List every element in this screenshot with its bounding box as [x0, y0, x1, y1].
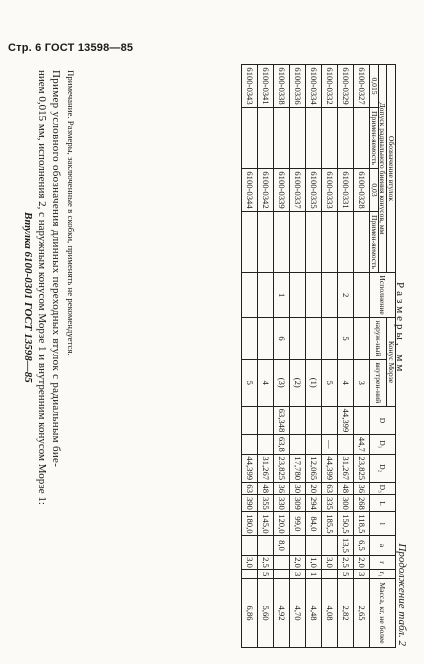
- cell-L: 330: [274, 495, 290, 512]
- col-r1-header: r₁: [370, 570, 396, 579]
- tolerance-header: Допуск радиального биения конусов, мм: [378, 65, 387, 273]
- designation-header: Обозначение втулок: [387, 65, 396, 273]
- cell-c015: 6100-0336: [290, 65, 306, 108]
- cell-a: 13,5: [338, 536, 354, 555]
- cell-isp: [354, 272, 370, 317]
- cell-D3: 48: [258, 483, 274, 495]
- cell-c015: 6100-0327: [354, 65, 370, 108]
- cell-a: [322, 536, 338, 555]
- table-row: [354, 65, 370, 648]
- dimensions-table: [241, 64, 396, 648]
- cell-r: 2,5: [338, 555, 354, 570]
- cell-nar: [354, 318, 370, 360]
- konus-morze-header: Конус Морзе: [387, 318, 396, 406]
- cell-l: 185,5: [322, 512, 338, 536]
- cell-D1: [306, 435, 322, 454]
- cell-r1: [242, 570, 258, 579]
- cell-r1: 5: [258, 570, 274, 579]
- cell-a: [290, 536, 306, 555]
- table-body: [242, 65, 370, 648]
- cell-c003: 6100-0333: [322, 168, 338, 211]
- cell-nar: [258, 318, 274, 360]
- cell-D2: 31,267: [258, 454, 274, 483]
- cell-r: 2,5: [258, 555, 274, 570]
- cell-p1: [306, 108, 322, 169]
- cell-a: [242, 536, 258, 555]
- cell-L: 294: [306, 495, 322, 512]
- cell-l: 145,0: [258, 512, 274, 536]
- cell-c015: 6100-0329: [338, 65, 354, 108]
- cell-r: 2,0: [354, 555, 370, 570]
- cell-D2: 44,399: [322, 454, 338, 483]
- col-l-header: l: [370, 512, 396, 536]
- cell-L: 335: [322, 495, 338, 512]
- cell-D2: 23,825: [354, 454, 370, 483]
- cell-mass: 4,92: [274, 579, 290, 648]
- primen-header-1: Примен-яемость: [370, 108, 379, 169]
- cell-p2: [354, 212, 370, 273]
- cell-isp: 1: [274, 272, 290, 317]
- cell-vn: 4: [338, 359, 354, 406]
- cell-r1: [322, 570, 338, 579]
- col-D-header: D: [370, 406, 396, 435]
- cell-D: [322, 406, 338, 435]
- cell-l: 84,0: [306, 512, 322, 536]
- cell-r: [274, 555, 290, 570]
- cell-p2: [242, 212, 258, 273]
- cell-isp: [322, 272, 338, 317]
- cell-a: 8,0: [274, 536, 290, 555]
- cell-p2: [274, 212, 290, 273]
- cell-r: 1,0: [306, 555, 322, 570]
- cell-D: 63,348: [274, 406, 290, 435]
- cell-nar: [290, 318, 306, 360]
- cell-D: 44,399: [338, 406, 354, 435]
- cell-c003: 6100-0342: [258, 168, 274, 211]
- cell-vn: 3: [354, 359, 370, 406]
- cell-r1: 1: [306, 570, 322, 579]
- cell-nar: [242, 318, 258, 360]
- cell-L: 390: [242, 495, 258, 512]
- cell-nar: 5: [338, 318, 354, 360]
- cell-isp: [242, 272, 258, 317]
- cell-D2: 12,065: [306, 454, 322, 483]
- cell-vn: (2): [290, 359, 306, 406]
- col-mass-header: Масса, кг, не более: [370, 579, 396, 648]
- cell-p1: [338, 108, 354, 169]
- cell-c003: 6100-0344: [242, 168, 258, 211]
- cell-p1: [322, 108, 338, 169]
- cell-c003: 6100-0328: [354, 168, 370, 211]
- table-row: [242, 65, 258, 648]
- table-row: [274, 65, 290, 648]
- cell-vn: 5: [322, 359, 338, 406]
- cell-p2: [322, 212, 338, 273]
- cell-D2: 31,267: [338, 454, 354, 483]
- cell-L: 309: [290, 495, 306, 512]
- cell-l: 150,5: [338, 512, 354, 536]
- cell-isp: [290, 272, 306, 317]
- example-designation: Втулка 6100-0301 ГОСТ 13598—85: [22, 212, 34, 383]
- table-row: [322, 65, 338, 648]
- note: Примечание. Размеры, заключенные в скобки, применять не рекомендуется.: [66, 70, 76, 356]
- cell-D1: [258, 435, 274, 454]
- cell-D1: 44,7: [354, 435, 370, 454]
- cell-D: [354, 406, 370, 435]
- cell-p2: [306, 212, 322, 273]
- cell-c003: 6100-0339: [274, 168, 290, 211]
- cell-p1: [258, 108, 274, 169]
- cell-c003: 6100-0331: [338, 168, 354, 211]
- cell-vn: 5: [242, 359, 258, 406]
- cell-D1: 63,8: [274, 435, 290, 454]
- cell-p2: [290, 212, 306, 273]
- page-header: Стр. 6 ГОСТ 13598—85: [8, 42, 134, 54]
- cell-r: 3,0: [322, 555, 338, 570]
- cell-r: 3,0: [242, 555, 258, 570]
- cell-D3: 36: [274, 483, 290, 495]
- cell-c003: 6100-0335: [306, 168, 322, 211]
- cell-l: 118,5: [354, 512, 370, 536]
- cell-p1: [290, 108, 306, 169]
- cell-l: 120,0: [274, 512, 290, 536]
- col-D1-header: D₁: [370, 435, 396, 454]
- cell-c015: 6100-0332: [322, 65, 338, 108]
- cell-c015: 6100-0341: [258, 65, 274, 108]
- cell-p2: [338, 212, 354, 273]
- cell-D1: [242, 435, 258, 454]
- cell-D3: 63: [322, 483, 338, 495]
- cell-D1: [290, 435, 306, 454]
- cell-D3: 36: [354, 483, 370, 495]
- cell-D3: 48: [338, 483, 354, 495]
- cell-r1: 5: [338, 570, 354, 579]
- cell-mass: 4,08: [322, 579, 338, 648]
- cell-isp: [306, 272, 322, 317]
- cell-vn: (3): [274, 359, 290, 406]
- rotated-table-page: [12, 62, 414, 652]
- t015-header: 0,015: [370, 65, 379, 108]
- col-r-header: r: [370, 555, 396, 570]
- cell-l: 180,0: [242, 512, 258, 536]
- cell-mass: 4,48: [306, 579, 322, 648]
- cell-D3: 30: [290, 483, 306, 495]
- cell-nar: [322, 318, 338, 360]
- cell-D1: [338, 435, 354, 454]
- table-row: [306, 65, 322, 648]
- razmery-label: Размеры, мм: [394, 282, 406, 375]
- cell-vn: (1): [306, 359, 322, 406]
- cell-mass: 6,86: [242, 579, 258, 648]
- cell-a: [306, 536, 322, 555]
- cell-nar: 6: [274, 318, 290, 360]
- cell-isp: 2: [338, 272, 354, 317]
- cell-L: 300: [338, 495, 354, 512]
- naruzh-header: наруж-ный: [370, 318, 387, 360]
- t003-header: 0,03: [370, 168, 379, 211]
- table-row: [258, 65, 274, 648]
- cell-l: 99,0: [290, 512, 306, 536]
- cell-nar: [306, 318, 322, 360]
- col-D3-header: D₃: [370, 483, 396, 495]
- cell-c003: 6100-0337: [290, 168, 306, 211]
- cell-vn: 4: [258, 359, 274, 406]
- cell-p1: [242, 108, 258, 169]
- cell-r1: [274, 570, 290, 579]
- cell-mass: 4,70: [290, 579, 306, 648]
- cell-D2: 23,825: [274, 454, 290, 483]
- col-D2-header: D₂: [370, 454, 396, 483]
- cell-D: [258, 406, 274, 435]
- cell-mass: 5,60: [258, 579, 274, 648]
- cell-D2: 17,780: [290, 454, 306, 483]
- primen-header-2: Примен-яемость: [370, 212, 379, 273]
- example-line-1: Пример условного обозначения длинных переходных втулок с радиальным бие-: [50, 70, 62, 468]
- ispolnenie-header: Исполнение: [370, 272, 396, 317]
- cell-D: [242, 406, 258, 435]
- cell-c015: 6100-0343: [242, 65, 258, 108]
- continuation-label: Продолжение табл. 2: [396, 543, 408, 646]
- cell-D: [306, 406, 322, 435]
- cell-r1: 3: [354, 570, 370, 579]
- example-line-2: нием 0,015 мм, исполнения 2, с наружным конусом Морзе 1 и внутренним конусом Морзе 1:: [36, 70, 48, 505]
- cell-D2: 44,399: [242, 454, 258, 483]
- table-row: [290, 65, 306, 648]
- table-row: [338, 65, 354, 648]
- cell-r1: 3: [290, 570, 306, 579]
- cell-mass: 2,82: [338, 579, 354, 648]
- col-L-header: L: [370, 495, 396, 512]
- cell-p1: [274, 108, 290, 169]
- cell-D: [290, 406, 306, 435]
- cell-D3: 63: [242, 483, 258, 495]
- cell-D3: 20: [306, 483, 322, 495]
- cell-p2: [258, 212, 274, 273]
- cell-L: 355: [258, 495, 274, 512]
- cell-a: 6,5: [354, 536, 370, 555]
- cell-L: 268: [354, 495, 370, 512]
- col-a-header: a: [370, 536, 396, 555]
- cell-mass: 2,65: [354, 579, 370, 648]
- cell-c015: 6100-0338: [274, 65, 290, 108]
- cell-D1: —: [322, 435, 338, 454]
- cell-r: 2,0: [290, 555, 306, 570]
- cell-p1: [354, 108, 370, 169]
- cell-isp: [258, 272, 274, 317]
- cell-a: [258, 536, 274, 555]
- cell-c015: 6100-0334: [306, 65, 322, 108]
- vnutr-header: внутрен-ний: [370, 359, 387, 406]
